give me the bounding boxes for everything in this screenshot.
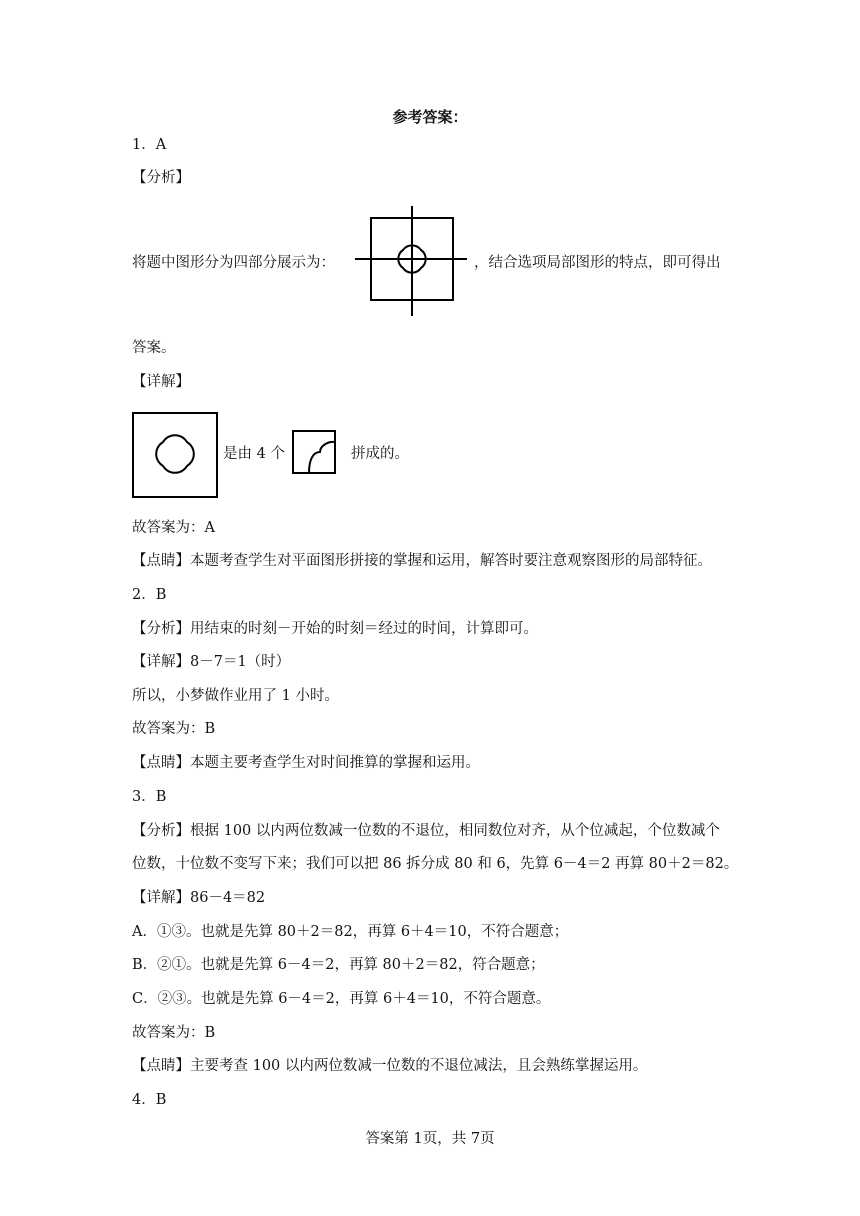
q1-conclusion: 故答案为：A: [132, 520, 215, 536]
q1-answer: 1．A: [132, 137, 167, 153]
q1-full-figure: [132, 412, 218, 498]
q3-detail: 【详解】86－4＝82: [132, 890, 266, 906]
q1-detail-text-a: 是由 4 个: [223, 446, 285, 462]
q3-analysis-line1: 【分析】根据 100 以内两位数减一位数的不退位，相同数位对齐，从个位减起，个位数减个: [132, 823, 720, 839]
q1-comment: 【点睛】本题考查学生对平面图形拼接的掌握和运用，解答时要注意观察图形的局部特征。: [132, 553, 712, 569]
q1-quartered-figure: [355, 206, 467, 316]
q3-conclusion: 故答案为：B: [132, 1025, 216, 1041]
q2-detail: 【详解】8－7＝1（时）: [132, 654, 291, 670]
q2-analysis: 【分析】用结束的时刻－开始的时刻＝经过的时间，计算即可。: [132, 621, 538, 637]
q1-detail-tag: 【详解】: [132, 374, 190, 390]
q2-conclusion: 故答案为：B: [132, 721, 216, 737]
q3-answer: 3．B: [132, 789, 167, 805]
q1-detail-text-b: 拼成的。: [351, 446, 409, 462]
q1-quarter-piece: [292, 430, 336, 474]
q3-analysis-line2: 位数，十位数不变写下来；我们可以把 86 拆分成 80 和 6，先算 6－4＝2 再算 80＋2＝82。: [132, 856, 739, 872]
q3-option-a: A．①③。也就是先算 80＋2＝82，再算 6＋4＝10，不符合题意；: [132, 924, 569, 940]
q3-option-c: C．②③。也就是先算 6－4＝2，再算 6＋4＝10，不符合题意。: [132, 991, 551, 1007]
q4-answer: 4．B: [132, 1092, 167, 1108]
q1-analysis-text-b: ，结合选项局部图形的特点，即可得出: [474, 255, 721, 271]
q3-option-b: B．②①。也就是先算 6－4＝2，再算 80＋2＝82，符合题意；: [132, 957, 545, 973]
q2-comment: 【点睛】本题主要考查学生对时间推算的掌握和运用。: [132, 755, 480, 771]
page-title: 参考答案：: [392, 108, 468, 126]
q2-answer: 2．B: [132, 587, 167, 603]
q1-analysis-text-c: 答案。: [132, 340, 176, 356]
page-footer: 答案第 1页，共 7页: [365, 1131, 495, 1147]
q1-analysis-text-a: 将题中图形分为四部分展示为：: [132, 255, 335, 271]
q1-analysis-tag: 【分析】: [132, 170, 190, 186]
q2-detail-line2: 所以，小梦做作业用了 1 小时。: [132, 688, 339, 704]
q3-comment: 【点睛】主要考查 100 以内两位数减一位数的不退位减法，且会熟练掌握运用。: [132, 1058, 648, 1074]
